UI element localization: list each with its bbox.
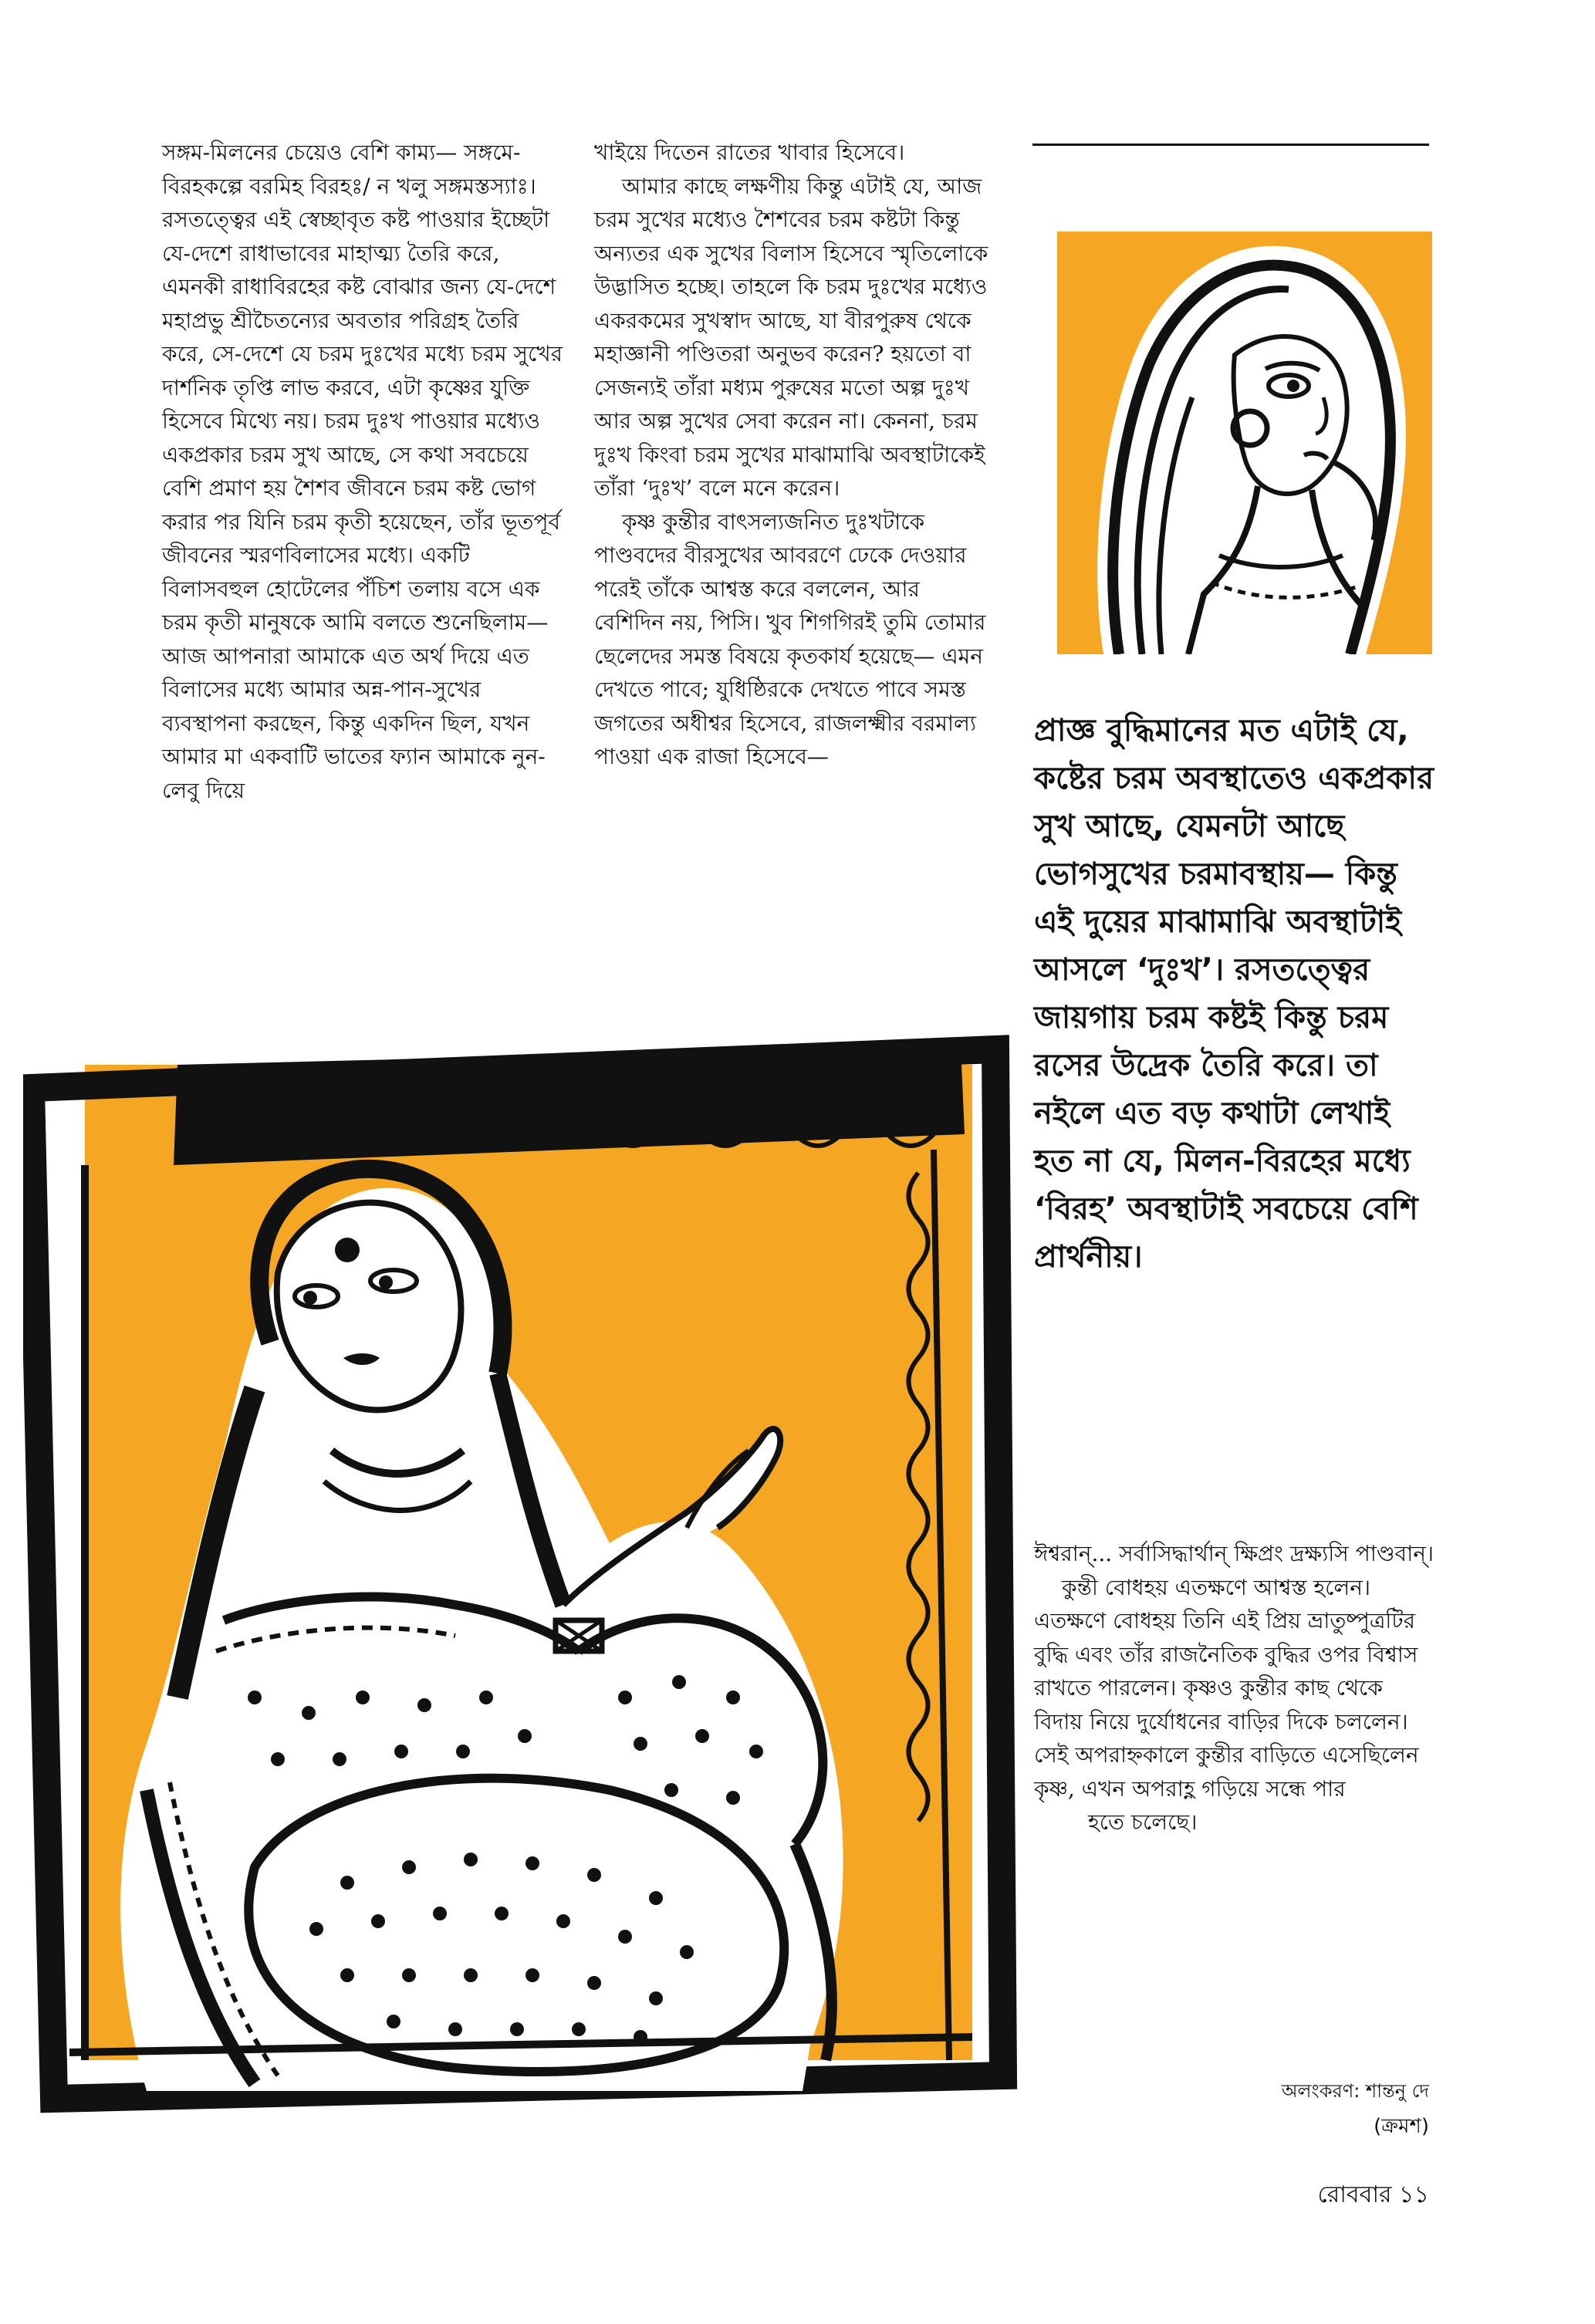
paragraph: আমার কাছে লক্ষণীয় কিন্তু এটাই যে, আজ চরম সুখের মধ্যেও শৈশবের চরম কষ্টটা কিন্তু অন্যতর এক সুখের বিলাস হিসেবে স্মৃতিলোকে উদ্ভাসিত হচ্ছে। তাহলে কি চরম দুঃখের মধ্যেও একরকমের সুখস্বাদ আছে, যা বীরপুরুষ থেকে মহাজ্ঞানী পণ্ডিতরা অনুভব করেন? হয়তো বা সেজন্যই তাঁরা মধ্যম পুরুষের মতো অল্প দুঃখ আর অল্প সুখের সেবা করেন না। কেননা, চরম দুঃখ কিংবা চরম সুখের মাঝামাঝি অবস্থাটাকেই তাঁরা ‘দুঃখ’ বলে মনে করেন। [594,173,988,501]
illustration-credit: অলংকরণ: শান্তনু দে [1281,2080,1429,2102]
pull-quote: প্রাজ্ঞ বুদ্ধিমানের মত এটাই যে, কষ্টের চরম অবস্থাতেও একপ্রকার সুখ আছে, যেমনটা আছে ভোগসুখের চরমাবস্থায়— কিন্তু এই দুয়ের মাঝামাঝি অবস্থাটাই আসলে ‘দুঃখ’। রসতত্ত্বের জায়গায় চরম কষ্টই কিন্তু চরম রসের উদ্রেক তৈরি করে। তা নইলে এত বড় কথাটা লেখাই হত না যে, মিলন-বিরহের মধ্যে ‘বিরহ’ অবস্থাটাই সবচেয়ে বেশি প্রার্থনীয়। [1034,713,1434,1275]
continued-note: (ক্রমশ) [1374,2115,1429,2138]
body-column-2 [594,136,995,774]
paragraph: হতে চলেছে। [1088,1809,1198,1835]
paragraph: সঙ্গম-মিলনের চেয়েও বেশি কাম্য— সঙ্গমে-বিরহকল্পে বরমিহ বিরহঃ/ ন খলু সঙ্গমস্তস্যাঃ। রসতত্ত্বের এই স্বেচ্ছাবৃত কষ্ট পাওয়ার ইচ্ছেটা যে-দেশে রাধাভাবের মাহাত্ম্য তৈরি করে, এমনকী রাধাবিরহের কষ্ট বোঝার জন্য যে-দেশে মহাপ্রভু শ্রীচৈতন্যের অবতার পরিগ্রহ তৈরি করে, সে-দেশে যে চরম দুঃখের মধ্যে চরম সুখের দার্শনিক তৃপ্তি লাভ করবে, এটা কৃষ্ণের যুক্তি হিসেবে মিথ্যে নয়। চরম দুঃখ পাওয়ার মধ্যেও একপ্রকার চরম সুখ আছে, সে কথা সবচেয়ে বেশি প্রমাণ হয় শৈশব জীবনে চরম কষ্ট ভোগ করার পর যিনি চরম কৃতী হয়েছেন, তাঁর ভূতপূর্ব জীবনের স্মরণবিলাসের মধ্যে। একটি বিলাসবহুল হোটেলের পঁচিশ তলায় বসে এক চরম কৃতী মানুষকে আমি বলতে শুনেছিলাম— আজ আপনারা আমাকে এত অর্থ দিয়ে এত বিলাসের মধ্যে আমার অন্ন-পান-সুখের ব্যবস্থাপনা করছেন, কিন্তু একদিন ছিল, যখন আমার মা একবাটি ভাতের ফ্যান আমাকে নুন-লেবু দিয়ে [162,140,563,803]
illustration-seated-woman [23,1018,1019,2114]
paragraph: কৃষ্ণ কুন্তীর বাৎসল্যজনিত দুঃখটাকে পাণ্ডবদের বীরসুখের আবরণে ঢেকে দেওয়ার পরেই তাঁকে আশ্বস্ত করে বললেন, আর বেশিদিন নয়, পিসি। খুব শিগগিরই তুমি তোমার ছেলেদের সমস্ত বিষয়ে কৃতকার্য হয়েছে— এমন দেখতে পাবে; যুধিষ্ঠিরকে দেখতে পাবে সমস্ত জগতের অধীশ্বর হিসেবে, রাজলক্ষ্মীর বরমাল্য পাওয়া এক রাজা হিসেবে— [594,508,986,769]
body-column-3 [1034,1537,1435,1839]
illustration-woman-portrait [1057,231,1432,654]
paragraph: খাইয়ে দিতেন রাতের খাবার হিসেবে। [594,140,905,165]
paragraph: ঈশ্বরান্... সর্বাসিদ্ধার্থান্ ক্ষিপ্রং দ্রক্ষ্যসি পাণ্ডবান্। [1034,1541,1434,1566]
body-column-1 [162,136,563,807]
paragraph: কুন্তী বোধহয় এতক্ষণে আশ্বস্ত হলেন। এতক্ষণে বোধহয় তিনি এই প্রিয় ভ্রাতুষ্পুত্রটির বুদ্ধি এবং তাঁর রাজনৈতিক বুদ্ধির ওপর বিশ্বাস রাখতে পারলেন। কৃষ্ণও কুন্তীর কাছ থেকে বিদায় নিয়ে দুর্যোধনের বাড়ির দিকে চললেন। সেই অপরাহ্নকালে কুন্তীর বাড়িতে এসেছিলেন কৃষ্ণ, এখন অপরাহ্ণ গড়িয়ে সন্ধে পার [1034,1574,1419,1802]
page-folio: রোববার ১১ [1317,2181,1429,2208]
divider-rule [1032,144,1429,146]
